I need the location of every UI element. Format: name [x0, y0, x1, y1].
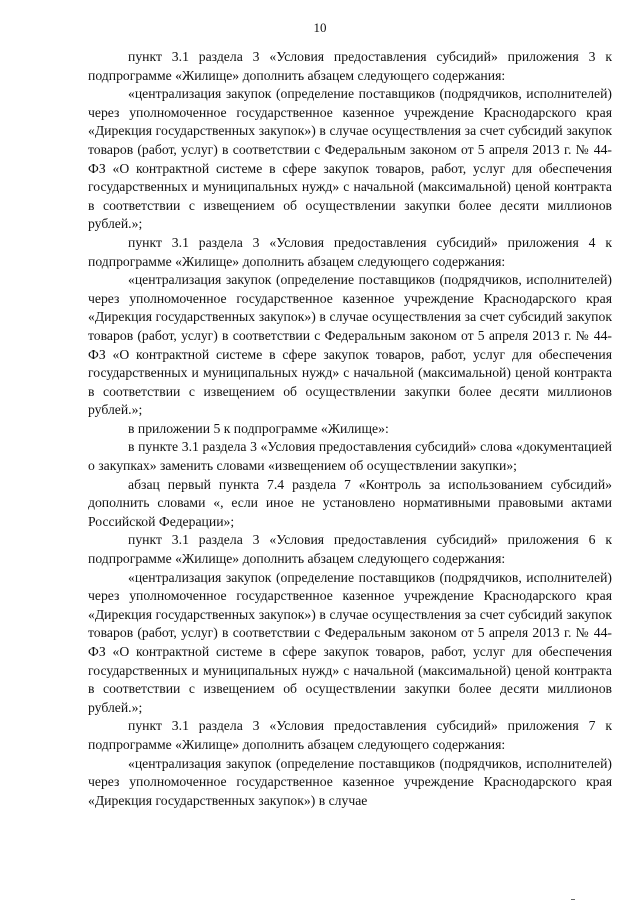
paragraph: «централизация закупок (определение поставщиков (подрядчиков, исполнителей) через уполномоченное государственное казенное учреждение Краснодарского края «Дирекция государственных закупок») в случае осуществления за счет субсидий закупок товаров (работ, услуг) в соответствии с Федеральным законом от 5 апреля 2013 г. № 44-ФЗ «О контрактной системе в сфере закупок товаров, работ, услуг для обеспечения государственных и муниципальных нужд» с начальной (максимальной) ценой контракта в соответствии с извещением об осуществлении закупки более десяти миллионов рублей.»;	[88, 86, 612, 232]
scan-mark	[571, 899, 575, 900]
paragraph: в пункте 3.1 раздела 3 «Условия предоставления субсидий» слова «документацией о закупках» заменить словами «извещением об осуществлении закупки»;	[88, 439, 612, 474]
paragraph: «централизация закупок (определение поставщиков (подрядчиков, исполнителей) через уполномоченное государственное казенное учреждение Краснодарского края «Дирекция государственных закупок») в случае осуществления за счет субсидий закупок товаров (работ, услуг) в соответствии с Федеральным законом от 5 апреля 2013 г. № 44-ФЗ «О контрактной системе в сфере закупок товаров, работ, услуг для обеспечения государственных и муниципальных нужд» с начальной (максимальной) ценой контракта в соответствии с извещением об осуществлении закупки более десяти миллионов рублей.»;	[88, 569, 612, 715]
paragraph: «централизация закупок (определение поставщиков (подрядчиков, исполнителей) через уполномоченное государственное казенное учреждение Краснодарского края «Дирекция государственных закупок») в случае	[88, 755, 612, 808]
paragraph: пункт 3.1 раздела 3 «Условия предоставления субсидий» приложения 3 к подпрограмме «Жилище» дополнить абзацем следующего содержания:	[88, 49, 612, 83]
paragraph: пункт 3.1 раздела 3 «Условия предоставления субсидий» приложения 6 к подпрограмме «Жилище» дополнить абзацем следующего содержания:	[88, 532, 612, 567]
document-body	[88, 48, 612, 810]
page-number: 10	[313, 20, 327, 35]
paragraph: пункт 3.1 раздела 3 «Условия предоставления субсидий» приложения 7 к подпрограмме «Жилище» дополнить абзацем следующего содержания:	[88, 718, 612, 752]
paragraph: в приложении 5 к подпрограмме «Жилище»:	[128, 420, 389, 436]
paragraph: «централизация закупок (определение поставщиков (подрядчиков, исполнителей) через уполномоченное государственное казенное учреждение Краснодарского края «Дирекция государственных закупок») в случае осуществления за счет субсидий закупок товаров (работ, услуг) в соответствии с Федеральным законом от 5 апреля 2013 г. № 44-ФЗ «О контрактной системе в сфере закупок товаров, работ, услуг для обеспечения государственных и муниципальных нужд» с начальной (максимальной) ценой контракта в соответствии с извещением об осуществлении закупки более десяти миллионов рублей.»;	[88, 272, 612, 418]
paragraph: абзац первый пункта 7.4 раздела 7 «Контроль за использованием субсидий» дополнить словами «, если иное не установлено нормативными правовыми актами Российской Федерации»;	[88, 476, 612, 529]
paragraph: пункт 3.1 раздела 3 «Условия предоставления субсидий» приложения 4 к подпрограмме «Жилище» дополнить абзацем следующего содержания:	[88, 234, 612, 269]
